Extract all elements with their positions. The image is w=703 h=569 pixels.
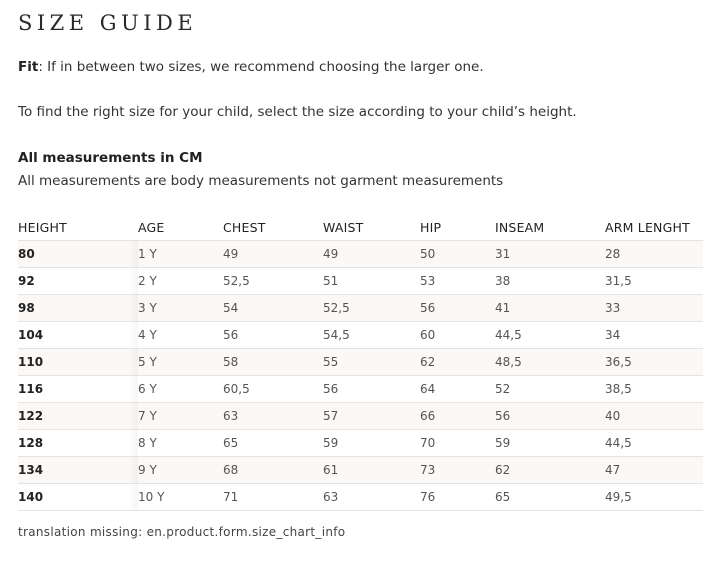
cell-inseam: 41 bbox=[495, 295, 605, 322]
header-age: AGE bbox=[138, 219, 165, 235]
cell-hip: 62 bbox=[420, 349, 495, 376]
cell-chest: 52,5 bbox=[223, 268, 323, 295]
fit-label: Fit bbox=[18, 59, 39, 75]
cell-height: 140 bbox=[18, 484, 138, 511]
cell-arm-length: 31,5 bbox=[605, 268, 703, 295]
cell-height: 122 bbox=[18, 403, 138, 430]
cell-inseam: 44,5 bbox=[495, 322, 605, 349]
cell-hip: 70 bbox=[420, 430, 495, 457]
header-hip: HIP bbox=[420, 219, 442, 235]
cell-height: 92 bbox=[18, 268, 138, 295]
cell-age: 3 Y bbox=[138, 295, 223, 322]
cell-waist: 51 bbox=[323, 268, 420, 295]
table-row bbox=[18, 376, 703, 403]
cell-arm-length: 49,5 bbox=[605, 484, 703, 511]
cell-waist: 56 bbox=[323, 376, 420, 403]
cell-hip: 53 bbox=[420, 268, 495, 295]
cell-arm-length: 40 bbox=[605, 403, 703, 430]
cell-arm-length: 38,5 bbox=[605, 376, 703, 403]
cell-waist: 52,5 bbox=[323, 295, 420, 322]
table-row bbox=[18, 241, 703, 268]
header-height: HEIGHT bbox=[18, 219, 67, 235]
cell-arm-length: 36,5 bbox=[605, 349, 703, 376]
cell-hip: 73 bbox=[420, 457, 495, 484]
cell-height: 110 bbox=[18, 349, 138, 376]
cell-age: 6 Y bbox=[138, 376, 223, 403]
cell-inseam: 62 bbox=[495, 457, 605, 484]
cell-inseam: 65 bbox=[495, 484, 605, 511]
cell-arm-length: 33 bbox=[605, 295, 703, 322]
table-row bbox=[18, 430, 703, 457]
cell-age: 5 Y bbox=[138, 349, 223, 376]
page-title: SIZE GUIDE bbox=[18, 11, 198, 35]
cell-height: 128 bbox=[18, 430, 138, 457]
cell-chest: 60,5 bbox=[223, 376, 323, 403]
cell-height: 116 bbox=[18, 376, 138, 403]
header-arm-length: ARM LENGHT bbox=[605, 219, 690, 235]
cell-height: 80 bbox=[18, 241, 138, 268]
size-table bbox=[18, 214, 703, 511]
header-waist: WAIST bbox=[323, 219, 364, 235]
measurements-heading: All measurements in CM bbox=[18, 150, 203, 166]
cell-arm-length: 44,5 bbox=[605, 430, 703, 457]
cell-waist: 59 bbox=[323, 430, 420, 457]
header-inseam: INSEAM bbox=[495, 219, 545, 235]
table-row bbox=[18, 322, 703, 349]
cell-inseam: 38 bbox=[495, 268, 605, 295]
cell-waist: 49 bbox=[323, 241, 420, 268]
cell-hip: 76 bbox=[420, 484, 495, 511]
cell-inseam: 59 bbox=[495, 430, 605, 457]
cell-chest: 58 bbox=[223, 349, 323, 376]
cell-hip: 60 bbox=[420, 322, 495, 349]
measurements-note: All measurements are body measurements not garment measurements bbox=[18, 173, 504, 189]
cell-height: 134 bbox=[18, 457, 138, 484]
cell-chest: 68 bbox=[223, 457, 323, 484]
cell-chest: 63 bbox=[223, 403, 323, 430]
cell-age: 9 Y bbox=[138, 457, 223, 484]
header-chest: CHEST bbox=[223, 219, 266, 235]
cell-chest: 71 bbox=[223, 484, 323, 511]
cell-inseam: 48,5 bbox=[495, 349, 605, 376]
cell-hip: 64 bbox=[420, 376, 495, 403]
cell-chest: 54 bbox=[223, 295, 323, 322]
fit-note bbox=[18, 59, 484, 75]
cell-arm-length: 34 bbox=[605, 322, 703, 349]
cell-waist: 63 bbox=[323, 484, 420, 511]
table-row bbox=[18, 268, 703, 295]
cell-chest: 49 bbox=[223, 241, 323, 268]
cell-inseam: 56 bbox=[495, 403, 605, 430]
table-header-row bbox=[18, 214, 703, 241]
cell-waist: 55 bbox=[323, 349, 420, 376]
cell-hip: 56 bbox=[420, 295, 495, 322]
cell-chest: 56 bbox=[223, 322, 323, 349]
cell-hip: 50 bbox=[420, 241, 495, 268]
cell-waist: 54,5 bbox=[323, 322, 420, 349]
find-size-note: To find the right size for your child, select the size according to your child’s height. bbox=[18, 104, 577, 120]
cell-arm-length: 28 bbox=[605, 241, 703, 268]
cell-age: 10 Y bbox=[138, 484, 223, 511]
cell-age: 1 Y bbox=[138, 241, 223, 268]
table-row bbox=[18, 457, 703, 484]
cell-waist: 61 bbox=[323, 457, 420, 484]
fit-text: : If in between two sizes, we recommend choosing the larger one. bbox=[38, 59, 484, 75]
cell-hip: 66 bbox=[420, 403, 495, 430]
cell-waist: 57 bbox=[323, 403, 420, 430]
cell-age: 7 Y bbox=[138, 403, 223, 430]
cell-height: 98 bbox=[18, 295, 138, 322]
table-body bbox=[18, 241, 703, 511]
cell-chest: 65 bbox=[223, 430, 323, 457]
table-row bbox=[18, 403, 703, 430]
size-chart-info: translation missing: en.product.form.size_chart_info bbox=[18, 525, 346, 539]
table-row bbox=[18, 349, 703, 376]
cell-age: 4 Y bbox=[138, 322, 223, 349]
table-row bbox=[18, 295, 703, 322]
cell-age: 8 Y bbox=[138, 430, 223, 457]
cell-inseam: 31 bbox=[495, 241, 605, 268]
cell-age: 2 Y bbox=[138, 268, 223, 295]
cell-inseam: 52 bbox=[495, 376, 605, 403]
cell-height: 104 bbox=[18, 322, 138, 349]
table-row bbox=[18, 484, 703, 511]
cell-arm-length: 47 bbox=[605, 457, 703, 484]
